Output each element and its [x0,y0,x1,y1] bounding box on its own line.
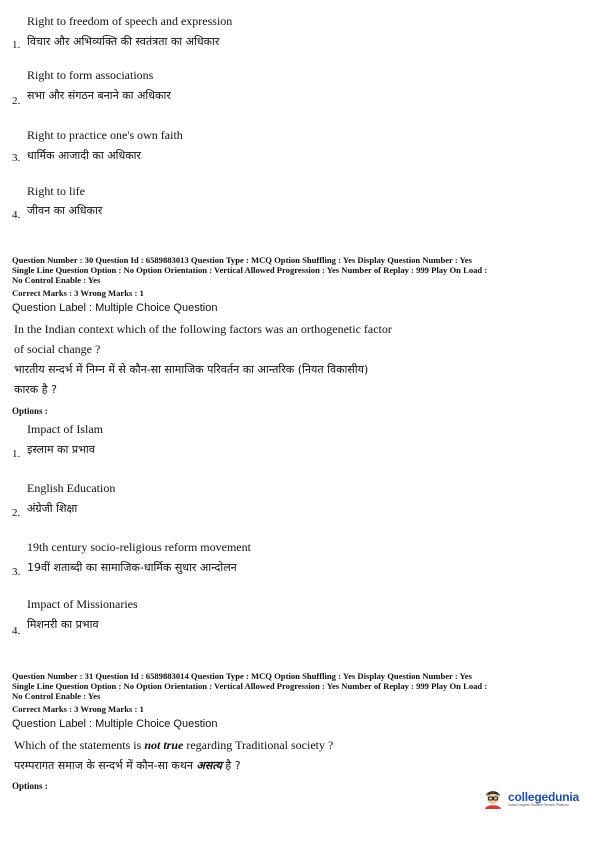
logo-name: collegedunia [508,789,579,804]
question-marks: Correct Marks : 3 Wrong Marks : 1 [12,288,144,298]
question-text-hi: कारक है ? [14,383,57,396]
option-number: 2. [12,507,21,519]
question-text-part: है ? [221,759,241,772]
logo-tagline: India's largest Student Review Platform [508,802,569,807]
option-text-hi: अंग्रेजी शिक्षा [27,502,78,515]
option-text-en: Right to freedom of speech and expression [27,14,233,28]
option-text-hi: मिशनरी का प्रभाव [27,618,99,631]
question-text-part: Which of the statements is [14,738,145,752]
option-text-en: Impact of Missionaries [27,597,138,611]
question-text-en [14,738,333,753]
question-emphasis: not true [144,738,184,752]
options-heading: Options : [12,406,48,416]
question-text-en: of social change ? [14,342,101,356]
option-text-en: 19th century socio-religious reform movement [27,540,251,554]
option-text-hi: विचार और अभिव्यक्ति की स्वतंत्रता का अधिकार [27,35,220,48]
option-text-hi: जीवन का अधिकार [27,204,103,217]
options-heading: Options : [12,781,48,791]
option-number: 4. [12,209,21,221]
question-meta: No Control Enable : Yes [12,275,101,285]
question-text-hi [14,758,241,773]
option-text-en: Right to form associations [27,68,154,82]
question-text-part: regarding Traditional society ? [183,738,334,752]
question-meta: Question Number : 30 Question Id : 6589883013 Question Type : MCQ Option Shuffling : Yes Display Question Number : Yes [12,255,472,265]
collegedunia-logo [482,787,579,809]
option-number: 4. [12,625,21,637]
option-number: 3. [12,152,21,164]
option-text-hi: सभा और संगठन बनाने का अधिकार [27,89,171,102]
option-number: 1. [12,448,21,460]
student-avatar-icon [482,787,504,809]
option-text-en: Right to life [27,184,85,198]
option-number: 2. [12,95,21,107]
question-text-hi: भारतीय सन्दर्भ में निम्न में से कौन-सा सामाजिक परिवर्तन का आन्तरिक (नियत विकासीय) [14,363,369,376]
question-text-part: परम्परागत समाज के सन्दर्भ में कौन-सा कथन [14,759,197,772]
question-meta: Single Line Question Option : No Option Orientation : Vertical Allowed Progression : Yes Number of Replay : 999 Play On Load : [12,265,488,275]
option-number: 1. [12,39,21,51]
question-text-en: In the Indian context which of the following factors was an orthogenetic factor [14,322,392,336]
question-marks: Correct Marks : 3 Wrong Marks : 1 [12,704,144,714]
option-text-en: Impact of Islam [27,422,103,436]
option-text-hi: धार्मिक आजादी का अधिकार [27,149,142,162]
question-meta: Single Line Question Option : No Option Orientation : Vertical Allowed Progression : Yes Number of Replay : 999 Play On Load : [12,681,488,691]
option-text-hi: इस्लाम का प्रभाव [27,443,95,456]
question-meta: No Control Enable : Yes [12,691,101,701]
question-label: Question Label : Multiple Choice Question [12,302,218,314]
question-meta: Question Number : 31 Question Id : 6589883014 Question Type : MCQ Option Shuffling : Yes Display Question Number : Yes [12,671,472,681]
option-text-hi: 19वीं शताब्दी का सामाजिक-धार्मिक सुधार आन्दोलन [27,561,237,574]
question-label: Question Label : Multiple Choice Question [12,718,218,730]
question-emphasis: असत्य [196,759,222,772]
option-text-en: Right to practice one's own faith [27,128,183,142]
option-text-en: English Education [27,481,116,495]
option-number: 3. [12,566,21,578]
